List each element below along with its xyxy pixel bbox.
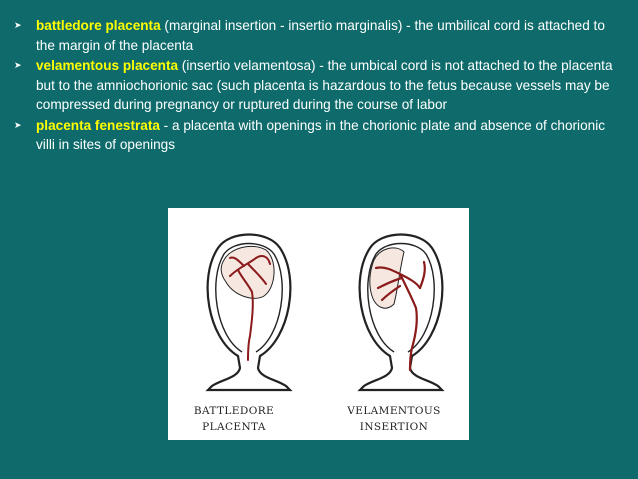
definition-fenestrata: - a placenta with openings in the chorionic plate and absence of chorionic villi in sites of openings bbox=[36, 117, 606, 152]
definition-velamentous: (insertio velamentosa) - the umbical cord is not attached to the placenta but to the amniochorionic sac (such placenta is hazardous to the fetus because vessels may be compressed during pregnancy or ruptured during the course of labor bbox=[36, 58, 613, 112]
illustration-svg bbox=[168, 208, 469, 440]
arrow-bullet-icon: ➤ bbox=[14, 20, 22, 30]
definition-battledore: (marginal insertion - insertio marginalis) - the umbilical cord is attached to the margin of the placenta bbox=[36, 18, 605, 53]
placenta-illustration bbox=[168, 208, 469, 440]
bullet-velamentous bbox=[14, 56, 624, 115]
velamentous-label-line2: INSERTION bbox=[359, 421, 429, 433]
bullet-fenestrata bbox=[14, 116, 624, 155]
bullet-battledore bbox=[14, 16, 624, 55]
term-fenestrata: placenta fenestrata bbox=[36, 117, 160, 133]
battledore-label-line2: PLACENTA bbox=[202, 421, 266, 433]
battledore-uterus-drawing bbox=[208, 235, 291, 391]
bullet-list bbox=[14, 16, 624, 156]
arrow-bullet-icon: ➤ bbox=[14, 60, 22, 70]
arrow-bullet-icon: ➤ bbox=[14, 119, 22, 130]
velamentous-uterus-drawing bbox=[360, 235, 443, 391]
battledore-label-line1: BATTLEDORE bbox=[193, 405, 275, 417]
velamentous-label-line1: VELAMENTOUS bbox=[347, 405, 441, 417]
term-velamentous: velamentous placenta bbox=[36, 58, 179, 73]
term-battledore: battledore placenta bbox=[36, 18, 161, 33]
